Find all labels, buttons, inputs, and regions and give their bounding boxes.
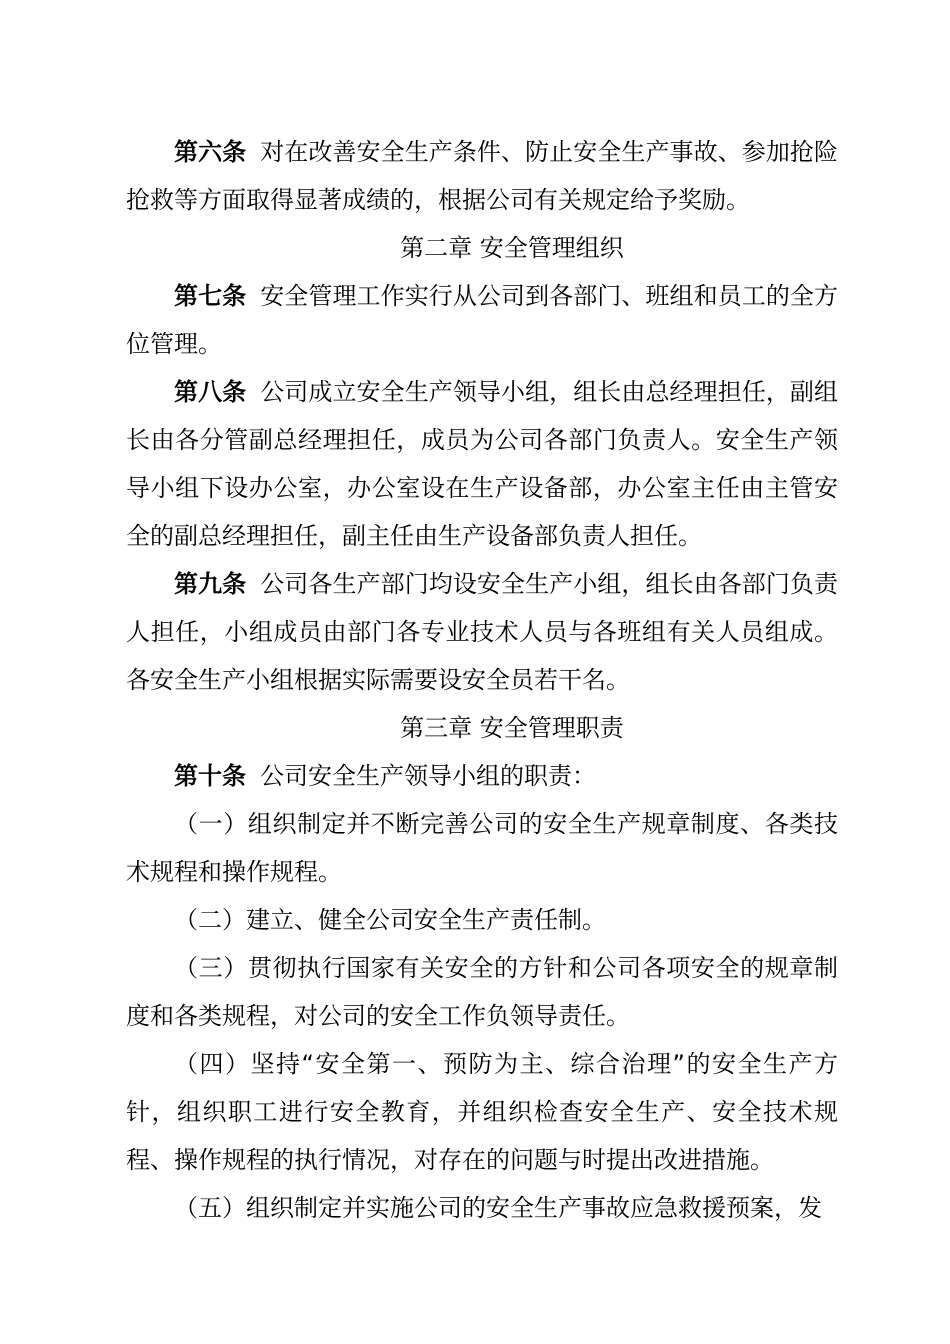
article-9: [126, 560, 838, 704]
chapter-heading-2: 第二章 安全管理组织: [400, 234, 624, 262]
chapter-heading-3: 第三章 安全管理职责: [400, 714, 624, 742]
article-number: 第七条: [174, 282, 247, 310]
article-8: [126, 368, 838, 560]
document-page: [126, 128, 838, 1232]
list-item-1: （一）组织制定并不断完善公司的安全生产规章制度、各类技术规程和操作规程。: [126, 810, 838, 886]
article-10: [126, 752, 838, 800]
list-item-2: （二）建立、健全公司安全生产责任制。: [174, 906, 606, 934]
article-text: 对在改善安全生产条件、防止安全生产事故、参加抢险抢救等方面取得显著成绩的，根据公司有关规定给予奖励。: [126, 138, 839, 214]
list-item-5: （五）组织制定并实施公司的安全生产事故应急救援预案，发: [174, 1194, 822, 1222]
article-6: [126, 128, 838, 224]
list-item-4: （四）坚持“安全第一、预防为主、综合治理”的安全生产方针，组织职工进行安全教育，并组织检查安全生产、安全技术规程、操作规程的执行情况，对存在的问题与时提出改进措施。: [126, 1050, 838, 1174]
list-item-3: （三）贯彻执行国家有关安全的方针和公司各项安全的规章制度和各类规程，对公司的安全工作负领导责任。: [126, 954, 838, 1030]
article-text: 公司成立安全生产领导小组，组长由总经理担任，副组长由各分管副总经理担任，成员为公司各部门负责人。安全生产领导小组下设办公室，办公室设在生产设备部，办公室主任由主管安全的副总经理担任，副主任由生产设备部负责人担任。: [126, 378, 839, 550]
article-text: 安全管理工作实行从公司到各部门、班组和员工的全方位管理。: [126, 282, 839, 358]
article-7: [126, 272, 838, 368]
article-text: 公司各生产部门均设安全生产小组，组长由各部门负责人担任，小组成员由部门各专业技术人员与各班组有关人员组成。各安全生产小组根据实际需要设安全员若干名。: [126, 570, 839, 694]
article-text: 公司安全生产领导小组的职责：: [260, 762, 596, 790]
article-number: 第十条: [174, 762, 246, 790]
article-number: 第八条: [174, 378, 247, 406]
article-number: 第九条: [174, 570, 247, 598]
article-number: 第六条: [174, 138, 247, 166]
